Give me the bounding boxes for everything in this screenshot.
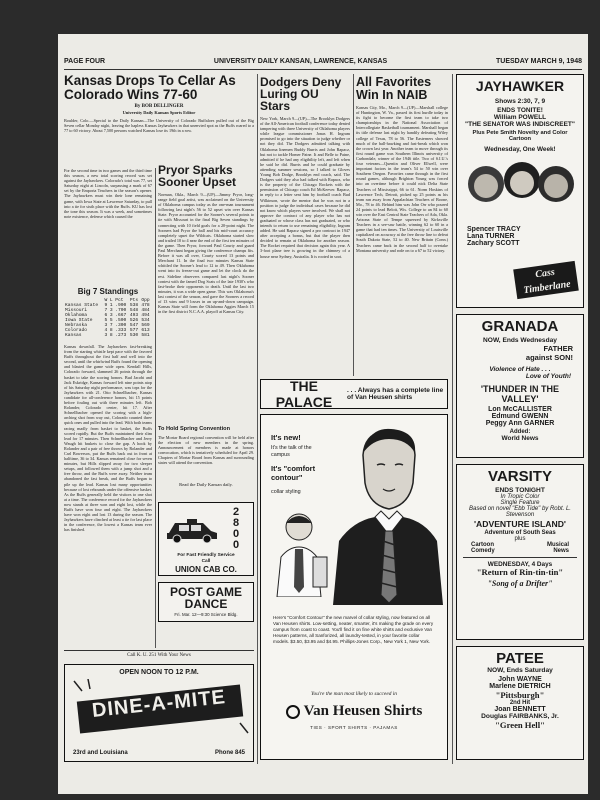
masthead-line: UNIVERSITY DAILY KANSAN, LAWRENCE, KANSAS	[213, 58, 388, 65]
table-cell: 581	[141, 333, 150, 338]
favorites-body: Kansas City, Mo., March 9—(UP)—Marshall college of Huntington, W. Va., passed its first hurdle today in its fight to become the first team to take two championships in the National Association of Intercollegiate Basketball tournament. Marshall began its title defense last night by handily defeating Wiley college of Texas, 78 to 56. The Easterners showed much of the ball-hawking and fast-break which won the crown last year. Another team to move through its first round game was Southern Illinois university of Carbondale, winner of the 1946 title. Two of S.I.U.'s four veterans—Quentin and Oliver Ellwell, were important factors in the team's 54 to 50 win over Southern Oregon. Favorites came through in the first round games, although Brighton Young was forced into an overtime before it could nick Delta State Teachers of Mississippi, 66 to 61. Norm Hoskins of Lawrence Tech, Detroit, picked up 25 points as his team ran away from Appalachian Teachers of Boone, Mo., 78 to 46. Behind him was John Orr who poured 24 points to lead Beloit, Wis. College to an 84 to 60 win over the East Central State Teachers of Ada, Okla. Arizona State of Tempe squeezed by Kirksville Teachers in a see-saw battle, winning 62 to 60 in a game that had ten times. The University of Louisville capitalized on accuracy at the free throw line to defeat South Dakota State, 52 to 40. New Britain (Conn.) Teachers came back in the second half to overtake Montana university and rode on to a 67 to 52 victory.	[356, 105, 448, 253]
pryor-body: Norman, Okla., March 9—(UP)—Jimmy Pryor, long-range field goal artist, was acclaimed on the University of Oklahoma campus today as the one-man tournament following last night's 56 to 52 upset win over Kansas State. Pryor accounted for the Sooner's several points to tie with Missouri in the final Big Seven standings by connecting with 10 field goals for a 20-point night. The Sooners had Pryor the ball and his mid-court accuracy completely upset the Wildcats. Oklahoma started slow and trailed 10 to 4 near the end of the first ten minutes of the game. Then Pryor, forward Paul Courty and guard Paul Merchant began giving the conference champs fits. Before it was all over, Courty scored 13 points and Merchant 11. In the final two minutes Kansas State whittled the Sooner's lead to 12 to 49. Then Oklahoma went into its freeze-out game and let the clock do the rest. Sideline observers compared last night's Sooner contest with the famed Dog Scats of the late 1930's who fast-broke their opponents to death. Until the last two minutes, it was a wide open game. This was Oklahoma's last contest of the season, and gave the Sooners a record of 13 wins and 9 losses in an up-and-down campaign. Kansas State will form the Oklahoma Aggies March 15 in the first district N.C.A.A. playoff at Kansas City.	[158, 192, 254, 315]
small-figure-illustration	[267, 507, 331, 597]
kansas-body-continued: Kansas downfall. The Jayhawkers fast-breaking from the starting whistle kept pace with the favored Buffs throughout the first half and well into the second, until the whirlwind Buffs found the opening and blasted the game wide open. Kendall Hills, Colorado forward, slammed 26 points through the basket to take the scoring honors. Bud Jacobi and Jack Eskridge, Kansas forward left nine points atop of his Saturday night performance, was tops for the Jayhawkers with 21. Otto Schnellbacher, Kansas candidate for all-conference honors, hit 15 points before fouling out with three minutes left. Bob Rolander, Colorado center, hit 17. After Schnellbacher opened the scoring with a high-arching shot from way out, Colorado counted three quick ones and pulled into the lead. With both teams racing madly from basket to basket, the Buffs scored rapidly. But the Buffs maintained their slim lead for 17 minutes. Then Schnellbacher and Jerry Waugh hit baskets to close the gap. A hook by Rolander and a pair of free throws by Rolander and Carl Bowersox, put the Buffs back out in front at halftime, 36 to 34. Kansas remained close for seven minutes, but Hills slipped away for two sleeper setups, and followed them with a jump shot and a free throw, and the Buffs were away. Neither team abandoned the fast break, and the Buffs began to pile up the lead. Kansas lost many opportunities because of lost rebounds under the offensive basket. As the Buffs generally held the visitors to one shot at a time. The conference record for the Jayhawkers now stands at three won and eight lost, while the Buffs have won four and eight. The Jayhawkers have won eight and lost 13 during the season. The Jayhawkers have clinched at least a tie for last place in the conference, the lowest a Kansas team ever has finished.	[64, 344, 152, 533]
cab-phone-digits	[225, 507, 247, 551]
patee-theater-ad	[456, 646, 584, 760]
table-cell: 538	[129, 303, 139, 308]
table-cell: Missouri	[65, 308, 88, 313]
table-cell: 577	[129, 328, 139, 333]
dinner-name: DINE-A-MITE	[90, 686, 227, 722]
patee-title: PATEE	[496, 650, 544, 667]
granada-tag1: Violence of Hate . . .	[489, 366, 551, 373]
jayhawker-feature: Cass Timberlane	[513, 261, 579, 299]
palace-name: THE PALACE	[275, 379, 333, 409]
kansas-headline: Kansas Drops To Cellar As Colorado Wins 77-60	[64, 74, 236, 102]
table-cell: .900	[115, 303, 127, 308]
table-cell: 6	[104, 313, 108, 318]
table-cell: 526	[129, 318, 139, 323]
standings-box	[64, 288, 152, 342]
kansas-byline-title: University Daily Kansan Sports Editor	[122, 110, 196, 115]
cab-call-line: Call	[201, 559, 211, 564]
patee-hit: 2nd Hit	[509, 700, 531, 706]
standings-col-pct: Pct	[115, 298, 124, 303]
standings-title: Big 7 Standings	[77, 288, 139, 296]
extra-item: Musical	[546, 541, 569, 548]
van-heusen-ad	[260, 414, 448, 760]
pryor-article	[158, 162, 254, 498]
table-cell: 530	[129, 333, 139, 338]
extra-item: News	[553, 547, 569, 554]
vh-tagline: You're the man most likely to succeed in	[311, 691, 397, 697]
page-header	[64, 58, 582, 70]
cast-member: Zachary SCOTT	[467, 240, 520, 247]
granada-news: World News	[501, 435, 539, 442]
granada-now: NOW, Ends Wednesday	[483, 337, 557, 344]
vh-subline: TIES · SPORT SHIRTS · PAJAMAS	[310, 725, 398, 730]
table-cell: 547	[129, 323, 139, 328]
cab-illustration	[165, 515, 219, 543]
man-illustration	[333, 425, 443, 605]
vh-comfort: It's "comfort contour"	[271, 464, 316, 482]
granada-theater-ad	[456, 314, 584, 458]
table-cell: Nebraska	[65, 323, 88, 328]
vh-brand	[261, 703, 447, 720]
jayhawker-shows: Shows 2:30, 7, 9	[494, 98, 546, 105]
daily-kansan-tagline: Read the Daily Kansan daily.	[179, 481, 233, 487]
table-cell: 534	[141, 318, 150, 323]
table-cell: 493	[129, 313, 139, 318]
standings-col-l: L	[109, 298, 113, 303]
post-game-dance-ad	[158, 582, 254, 622]
patee-film1: "Pittsburgh"	[495, 690, 545, 700]
favorites-article	[356, 76, 448, 376]
divider	[463, 557, 577, 558]
kansas-body: For the second time in two games and the third time this season, a new total scoring record was set against the Jayhawkers. Colorado's total was 77, set Saturday night at Lincoln, surpassing a mark of 67 set by the Emporia Teachers in the season's opener. The Jayhawkers must win their lone remaining game, with Iowa State at Lawrence Saturday, to pull into a tie for sixth place with the Buffs. KU has lost the tone this season. It was a week, and sometimes note existence, defense which caused the	[64, 168, 152, 219]
palace-ad	[260, 379, 448, 409]
cast-member: Edmund GWENN	[491, 413, 549, 420]
table-cell: 3	[104, 323, 108, 328]
newspaper-page	[58, 34, 588, 794]
standings-table	[64, 298, 152, 338]
vh-brand-name: Van Heusen Shirts	[303, 703, 423, 719]
kansas-lead: Boulder, Colo.—Special to the Daily Kansan—The University of Colorado Buffaloes pulled out of the Big Seven cellar Monday night, leaving the hapless Kansas Jayhawkers in that unenvied spot as the Buffs roared to a 77 to 60 victory. About 7,500 persons watched Kansas lose its 19th in a row.	[64, 118, 254, 134]
table-cell: 569	[141, 323, 150, 328]
granada-feature: 'THUNDER IN THE VALLEY'	[480, 384, 560, 404]
table-cell: .273	[115, 333, 127, 338]
dine-a-mite-ad	[64, 664, 254, 762]
table-cell: .300	[115, 323, 127, 328]
table-cell: .500	[115, 318, 127, 323]
column-rule	[452, 74, 453, 764]
vh-new: It's new!	[271, 433, 301, 442]
news-call-text: Call K. U. 251 With Your News	[127, 653, 191, 658]
varsity-song: "Song of a Drifter"	[487, 579, 553, 589]
table-cell: Kansas	[65, 333, 82, 338]
vh-body: Here's "Comfort Contour" the new marvel of collar styling, now featured on all Van Heusen shirts. Low-setting, neater, smarter, it's making the grade on every campus from coast to coast. You'll find it on fine white shirts and exclusive Van Heusen patterns, all Sanforized, all laundry-tested, in your favorite collar models. $3.50, $3.95 and $4.95. Phillips-Jones Corp., New York 1, New York.	[273, 615, 434, 644]
jayhawker-star: William POWELL	[493, 114, 547, 121]
varsity-return: "Return of Rin-tin-tin"	[476, 566, 564, 577]
convention-body: The Mortar Board regional convention will be held after the election of new members in the spring. Announcement of members is made at honors convocation, which is tentatively scheduled for April 29. Chapters of Mortar Board from Kansas and surrounding states will attend the convention.	[158, 434, 254, 466]
varsity-sub: Adventure of South Seas	[484, 529, 556, 536]
table-cell: Iowa State	[65, 318, 93, 323]
dodgers-headline: Dodgers Deny Luring OU Stars	[260, 76, 342, 113]
granada-tag2: Love of Youth!	[525, 373, 571, 380]
dodgers-article	[260, 76, 350, 376]
varsity-color: In Tropic Color	[500, 494, 540, 500]
table-cell: Oklahoma	[65, 313, 88, 318]
varsity-title: VARSITY	[488, 468, 552, 485]
column-rule	[353, 74, 354, 376]
page-number: PAGE FOUR	[64, 58, 106, 65]
kansas-article	[64, 74, 254, 166]
dance-info: Fri. Mar. 12—9:30 Science Bldg.	[174, 612, 238, 617]
table-cell: 3	[104, 333, 108, 338]
table-cell: 7	[109, 323, 113, 328]
jayhawker-cast	[457, 226, 583, 247]
news-call-strip	[64, 650, 254, 660]
cab-company-name: UNION CAB CO.	[175, 565, 237, 574]
pryor-headline: Pryor Sparks Sooner Upset	[158, 163, 237, 189]
column-rule	[257, 74, 258, 764]
granada-added: Added:	[509, 429, 531, 435]
table-cell: 3	[109, 313, 113, 318]
varsity-based: Based on novel "Ebb Tide" by Robt. L. Stevenson	[469, 506, 571, 518]
cab-digit: 2	[232, 506, 240, 518]
patee-cast2: Marlene DIETRICH	[489, 683, 551, 690]
kansas-byline: By BOB DELLINGER	[134, 104, 184, 109]
table-cell: Colorado	[65, 328, 88, 333]
union-cab-ad	[158, 502, 254, 576]
varsity-single: Single Feature	[500, 500, 540, 506]
cab-digit: 0	[232, 528, 240, 540]
patee-film2: "Green Hell"	[495, 720, 545, 730]
varsity-extras	[457, 542, 583, 554]
cab-digit: 8	[232, 517, 240, 529]
jayhawker-ends: ENDS TONITE!	[497, 107, 543, 114]
granada-cast	[457, 406, 583, 427]
table-cell: .667	[115, 313, 127, 318]
varsity-ends: ENDS TONIGHT	[495, 487, 545, 494]
varsity-plus: plus	[514, 535, 526, 542]
table-cell: .333	[115, 328, 127, 333]
dodgers-body: New York, March 9—(UP)—The Brooklyn Dodgers of the All-American football conference today denied tampering with three University of Oklahoma players while league commissioner Jonas H. Ingram promised to go into the situation to judge whether or not they did. The Dodgers admitted talking with Oklahoma linemen Buddy Burris and John Rapacz, but not to tackle Homer Paine. It and Belle to Paine, admitted if he had any eligibility left, and left when he said he did. Burris and he could graduate by attending summer sessions, so I talked to Gloves Young Bob Dodge, Brooklyn end coach, said. The Dodgers said they also had talked with Rapacz, who is the property of the Chicago Rockets with the permission of Chicago coach Ed McKeever. Rapacz, in reply to a letter sent him by football coach Bud Wilkinson, wrote the mentor that he was not in a position to judge the individual cases because he did not know which players were involved. We shall not approve the contract of any player who has not graduated or whose class has not graduated, or who intends to return to use remaining eligibility, Ingram added. He said Rapacz signed a pro contract in 1947 after accepting a bonus, but that the player then decided to remain at Oklahoma for another season. The Rocket required that decision again this year. A 3-foot plane tree is growing in the chimney of a house near Sydney, Australia. It is rooted in soot.	[260, 116, 350, 259]
favorites-headline: All Favorites Win In NAIB	[356, 76, 432, 102]
jayhawker-plus: Plus Pete Smith Novelty and Color Cartoon	[472, 130, 568, 142]
patee-now: NOW, Ends Saturday	[487, 667, 553, 674]
extra-item: Comedy	[471, 547, 495, 554]
cast-portraits	[462, 156, 578, 226]
table-row	[64, 333, 152, 338]
column-rule	[155, 168, 156, 648]
table-cell: 8	[109, 328, 113, 333]
granada-tagline: FATHER against SON!	[525, 344, 573, 362]
table-cell: 4	[104, 328, 108, 333]
vh-logo-icon	[286, 705, 300, 719]
table-cell: 7	[104, 308, 108, 313]
table-cell: 8	[109, 333, 113, 338]
patee-cast3: Joan BENNETT	[494, 706, 546, 713]
dinner-hours: OPEN NOON TO 12 P.M.	[119, 669, 199, 676]
kansas-body-col1	[64, 168, 152, 286]
convention-subhead: To Hold Spring Convention	[158, 426, 230, 432]
table-cell: 5	[104, 318, 108, 323]
vh-talk: It's the talk of the campus	[271, 445, 312, 458]
varsity-wednesday: WEDNESDAY, 4 Days	[487, 560, 553, 568]
table-cell: .700	[115, 308, 127, 313]
table-cell: 494	[141, 313, 150, 318]
jayhawker-title: JAYHAWKER	[475, 78, 565, 94]
table-cell: 1	[109, 303, 113, 308]
standings-col-pts: Pts	[129, 298, 139, 303]
dinner-phone: Phone 845	[214, 750, 245, 756]
cast-member: Lana TURNER	[467, 233, 515, 240]
cab-digit: 0	[232, 539, 240, 551]
table-cell: 3	[109, 308, 113, 313]
table-cell: 613	[141, 328, 150, 333]
varsity-theater-ad	[456, 464, 584, 640]
extra-item: Cartoon	[471, 541, 494, 548]
table-cell: 478	[141, 303, 150, 308]
table-cell: 484	[141, 308, 150, 313]
patee-cast4: Douglas FAIRBANKS, Jr.	[481, 713, 559, 720]
granada-title: GRANADA	[481, 318, 559, 335]
patee-cast1: John WAYNE	[498, 676, 542, 683]
issue-date: TUESDAY MARCH 9, 1948	[496, 58, 582, 65]
vh-style: collar styling	[271, 489, 301, 495]
jayhawker-wednesday: Wednesday, One Week!	[484, 146, 556, 153]
cab-service-line: For Fast Friendly Service	[177, 553, 235, 558]
table-cell: 5	[109, 318, 113, 323]
jayhawker-theater-ad	[456, 74, 584, 308]
cast-member: Peggy Ann GARNER	[485, 420, 555, 427]
varsity-feature: 'ADVENTURE ISLAND'	[474, 519, 566, 529]
dinner-address: 23rd and Louisiana	[73, 750, 128, 756]
cast-member: Lon McCALLISTER	[488, 406, 552, 413]
table-cell: 548	[129, 308, 139, 313]
cast-member: Spencer TRACY	[467, 226, 521, 233]
table-cell: 9	[104, 303, 108, 308]
standings-col-w: W	[104, 298, 108, 303]
standings-col-opp: Opp	[141, 298, 150, 303]
palace-tagline: . . . Always has a complete line of Van Heusen shirts	[347, 386, 444, 401]
jayhawker-film: "THE SENATOR WAS INDISCREET"	[465, 121, 575, 128]
dance-title: POST GAME DANCE	[169, 585, 242, 611]
kansas-body-col1b	[64, 344, 152, 646]
table-cell: Kansas State	[65, 303, 99, 308]
